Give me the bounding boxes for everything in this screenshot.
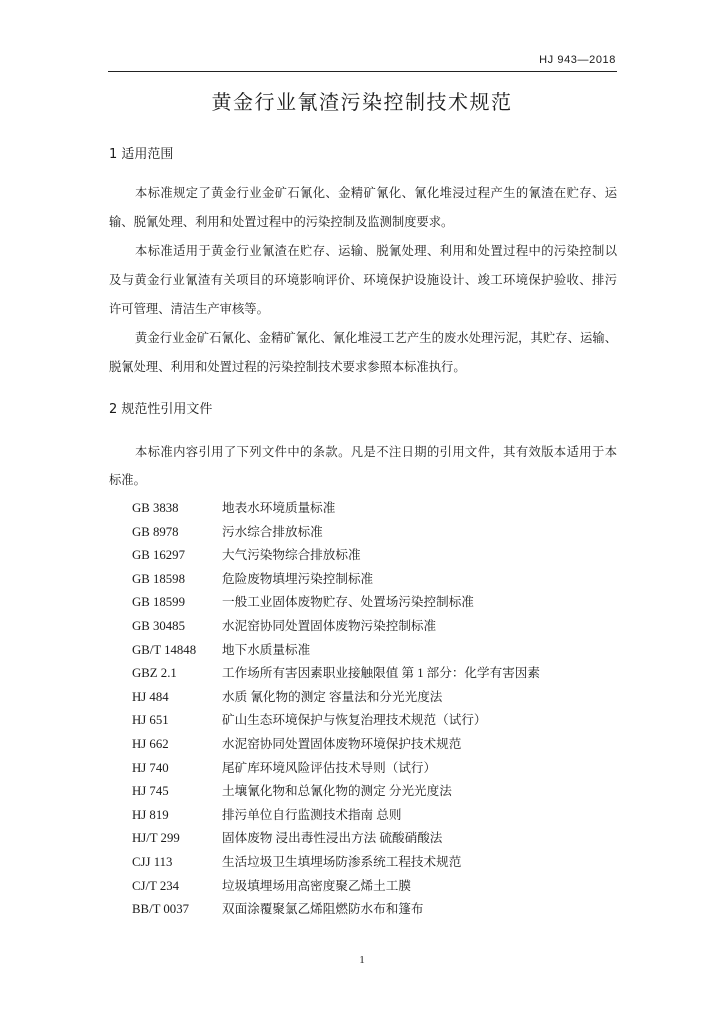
- reference-row: [0, 591, 724, 615]
- reference-title: 尾矿库环境风险评估技术导则（试行）: [222, 760, 437, 775]
- paragraph-line: 黄金行业金矿石氰化、金精矿氰化、氰化堆浸工艺产生的废水处理污泥，其贮存、运输、: [135, 331, 617, 345]
- reference-title: 大气污染物综合排放标准: [222, 548, 361, 563]
- reference-row: [0, 780, 724, 804]
- reference-row: [0, 497, 724, 521]
- reference-row: [0, 568, 724, 592]
- reference-row: [0, 804, 724, 828]
- reference-row: [0, 544, 724, 568]
- reference-code: HJ 745: [132, 784, 169, 799]
- header-rule: [108, 71, 617, 72]
- reference-code: HJ/T 299: [132, 831, 180, 846]
- reference-title: 排污单位自行监测技术指南 总则: [222, 807, 402, 822]
- reference-row: [0, 875, 724, 899]
- reference-title: 一般工业固体废物贮存、处置场污染控制标准: [222, 595, 474, 610]
- paragraph-line: 及与黄金行业氰渣有关项目的环境影响评价、环境保护设施设计、竣工环境保护验收、排污: [109, 273, 617, 287]
- paragraph-line: 输、脱氰处理、利用和处置过程中的污染控制及监测制度要求。: [109, 215, 454, 229]
- reference-title: 垃圾填埋场用高密度聚乙烯土工膜: [222, 878, 411, 893]
- section-body-scope: [109, 179, 617, 382]
- reference-title: 水泥窑协同处置固体废物污染控制标准: [222, 618, 437, 633]
- reference-title: 地下水质量标准: [222, 642, 311, 657]
- reference-code: CJJ 113: [132, 854, 173, 869]
- reference-title: 生活垃圾卫生填埋场防渗系统工程技术规范: [222, 854, 462, 869]
- reference-title: 水质 氰化物的测定 容量法和分光光度法: [222, 689, 443, 704]
- reference-row: [0, 757, 724, 781]
- reference-code: HJ 484: [132, 689, 169, 704]
- reference-code: GB 30485: [132, 618, 185, 633]
- reference-row: [0, 662, 724, 686]
- reference-code: GB 3838: [132, 501, 179, 515]
- reference-code: BB/T 0037: [132, 902, 190, 917]
- reference-title: 水泥窑协同处置固体废物环境保护技术规范: [222, 736, 462, 751]
- paragraph-line: 标准。: [109, 473, 146, 487]
- reference-code: HJ 651: [132, 713, 169, 728]
- document-title: 黄金行业氰渣污染控制技术规范: [211, 90, 513, 114]
- reference-row: [0, 686, 724, 710]
- reference-code: HJ 662: [132, 736, 169, 751]
- reference-title: 固体废物 浸出毒性浸出方法 硫酸硝酸法: [222, 831, 443, 846]
- section-heading-normative-references: 2 规范性引用文件: [109, 402, 213, 417]
- reference-code: HJ 819: [132, 807, 169, 822]
- reference-code: GB 18599: [132, 595, 185, 610]
- paragraph-line: 脱氰处理、利用和处置过程的污染控制技术要求参照本标准执行。: [109, 360, 466, 374]
- standard-code: HJ 943—2018: [539, 54, 616, 66]
- page-number: 1: [359, 954, 365, 966]
- reference-title: 危险废物填埋污染控制标准: [222, 571, 374, 586]
- reference-row: [0, 898, 724, 922]
- reference-list: [0, 497, 724, 922]
- reference-row: [0, 521, 724, 545]
- reference-code: CJ/T 234: [132, 878, 180, 893]
- section-body-normative-references: [109, 438, 617, 494]
- reference-title: 污水综合排放标准: [222, 524, 323, 539]
- reference-title: 矿山生态环境保护与恢复治理技术规范（试行）: [222, 713, 487, 728]
- reference-row: [0, 827, 724, 851]
- reference-code: GB 18598: [132, 571, 185, 586]
- reference-code: GBZ 2.1: [132, 666, 177, 681]
- reference-row: [0, 709, 724, 733]
- reference-title: 工作场所有害因素职业接触限值 第 1 部分：化学有害因素: [222, 666, 540, 681]
- reference-row: [0, 615, 724, 639]
- reference-title: 双面涂覆聚氯乙烯阻燃防水布和篷布: [222, 902, 424, 917]
- reference-code: GB 16297: [132, 548, 185, 563]
- paragraph-line: 许可管理、清洁生产审核等。: [109, 302, 269, 316]
- reference-code: GB 8978: [132, 524, 179, 539]
- section-heading-scope: 1 适用范围: [109, 147, 174, 162]
- reference-title: 地表水环境质量标准: [222, 501, 336, 515]
- paragraph-line: 本标准内容引用了下列文件中的条款。凡是不注日期的引用文件，其有效版本适用于本: [135, 445, 617, 459]
- reference-title: 土壤氰化物和总氰化物的测定 分光光度法: [222, 784, 452, 799]
- reference-row: [0, 733, 724, 757]
- paragraph-line: 本标准规定了黄金行业金矿石氰化、金精矿氰化、氰化堆浸过程产生的氰渣在贮存、运: [135, 186, 617, 200]
- reference-row: [0, 639, 724, 663]
- reference-code: GB/T 14848: [132, 642, 197, 657]
- reference-code: HJ 740: [132, 760, 169, 775]
- reference-row: [0, 851, 724, 875]
- paragraph-line: 本标准适用于黄金行业氰渣在贮存、运输、脱氰处理、利用和处置过程中的污染控制以: [135, 244, 617, 258]
